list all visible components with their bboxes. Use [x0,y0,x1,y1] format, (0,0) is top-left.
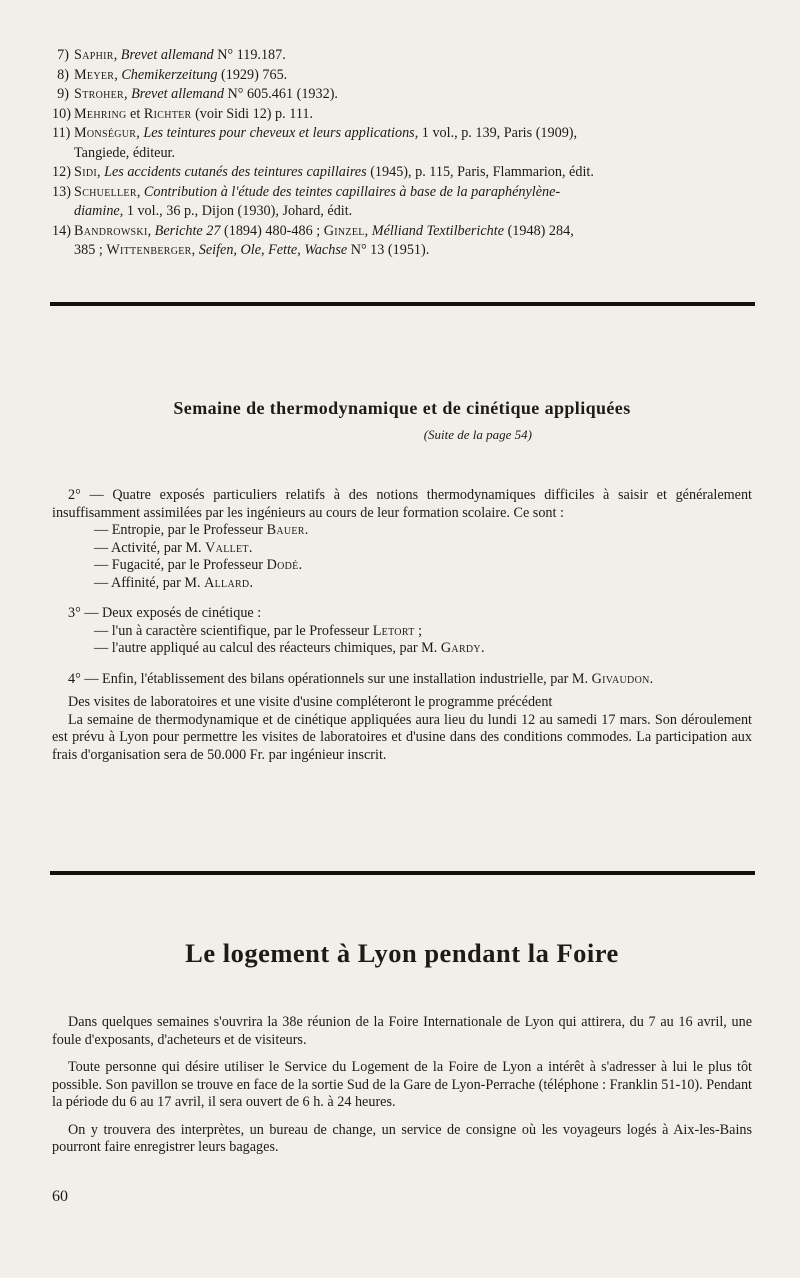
text-run: et [126,105,144,122]
text-run: — Activité, par M. [94,539,206,556]
text-run: . [304,522,309,538]
section-divider [50,302,755,306]
text-run: , [191,242,199,258]
paragraph-4 [52,671,752,689]
text-run: . [248,539,253,556]
text-run: Sidi [74,164,97,180]
text-run: — l'autre appliqué au calcul des réacteurs chimiques, par M. [94,640,441,656]
text-run: 1 vol., 36 p., Dijon (1930), Johard, édit. [123,203,353,219]
text-run: (voir Sidi 12) p. 111. [191,105,314,122]
text-run: , [124,86,132,102]
text-run: . [249,574,254,591]
reference-text [74,124,752,163]
reference-item [52,222,752,261]
text-run: Les teintures pour cheveux et leurs applications [143,125,415,141]
text-run: — l'un à caractère scientifique, par le Professeur [94,622,373,639]
section-title-thermodynamique: Semaine de thermodynamique et de cinétique appliquées [173,398,631,418]
text-run: . [649,670,654,687]
paragraph-5: Des visites de laboratoires et une visite d'usine compléteront le programme précédent [68,694,553,710]
text-run: Givaudon [591,670,650,687]
reference-number: 8) [57,66,69,83]
paragraph-6: La semaine de thermodynamique et de cinétique appliquées aura lieu du lundi 12 au samedi 17 mars. Son déroulement est prévu à Lyon pour permettre les visites de laboratoires et d'usine dans des conditions commodes. La participation aux frais d'organisation sera de 50.000 Fr. par ingénieur inscrit. [52,711,752,763]
paragraph-foire-2: Toute personne qui désire utiliser le Service du Logement de la Foire de Lyon a intérêt à s'adresser à lui le plus tôt possible. Son pavillon se trouve en face de la sortie Sud de la Gare de Lyon-Perrache (téléphone : Franklin 51-10). Pendant la période du 6 au 17 avril, il sera ouvert de 6 h. à 24 heures. [52,1059,752,1110]
text-run: Monségur [74,125,137,141]
reference-text [74,222,752,261]
text-run: diamine, [74,203,124,219]
reference-number: 13) [52,183,71,200]
text-run: Richter [143,105,192,122]
reference-number: 12) [52,164,71,180]
text-run: . [298,557,303,573]
text-run: Schueller [74,183,137,200]
text-run: (1948) 284, [504,222,574,239]
text-run: (1929) 765. [217,66,288,83]
text-run: Allard [204,574,250,591]
section-divider [50,871,755,875]
paragraph-3: 3° — Deux exposés de cinétique : [68,605,262,621]
reference-item [52,66,752,86]
reference-text [74,66,752,86]
text-run: ; [414,622,423,639]
list-item [94,540,752,558]
text-run: Chemikerzeitung [121,66,218,83]
paragraph-foire-3: On y trouvera des interprètes, un bureau de change, un service de consigne où les voyageurs logés à Aix-les-Bains pourront faire enregistrer leurs bagages. [52,1121,752,1155]
reference-number: 9) [57,86,69,102]
text-run: Brevet allemand [131,86,224,102]
text-run: (1945), p. 115, Paris, Flammarion, édit. [366,164,594,180]
reference-number: 14) [52,222,71,239]
page-number: 60 [52,1188,68,1205]
continuation-note: (Suite de la page 54) [423,427,532,442]
text-run: 4° — Enfin, l'établissement des bilans opérationnels sur une installation industrielle, par M. [68,670,592,687]
text-run: Ginzel [323,222,365,239]
text-run: Berichte 27 [154,222,221,239]
list-item [94,522,752,540]
reference-item [52,46,752,66]
text-run: , [147,222,155,239]
text-run: — Entropie, par le Professeur [94,522,267,538]
reference-text [74,85,752,105]
text-run: , [136,125,144,141]
reference-number: 7) [57,47,69,63]
text-run: 385 ; [74,242,107,258]
list-item [94,623,752,641]
text-run: Bandrowski [74,222,148,239]
text-run: . [480,640,485,656]
text-run: N° 605.461 (1932). [223,86,338,102]
reference-number: 11) [52,125,71,141]
reference-list [52,46,752,261]
text-run: Dodé [266,557,299,573]
paragraph-2: 2° — Quatre exposés particuliers relatifs à des notions thermodynamiques difficiles à saisir et généralement insuffisamment assimilées par les ingénieurs au cours de leur formation scolaire. Ce sont : [52,487,752,521]
text-run: Letort [372,622,415,639]
text-run: , 1 vol., p. 139, Paris (1909), [414,125,578,141]
text-run: , [364,222,372,239]
paragraph-foire-1: Dans quelques semaines s'ouvrira la 38e réunion de la Foire Internationale de Lyon qui attirera, du 7 au 16 avril, une foule d'exposants, d'acheteurs et de visiteurs. [52,1014,752,1048]
reference-text [74,183,752,222]
text-run: Saphir [74,47,114,63]
text-run: Vallet [205,539,249,556]
section-body-thermodynamique [52,487,752,764]
reference-number: 10) [52,105,71,122]
text-run: , [114,66,122,83]
text-run: Brevet allemand [120,47,214,63]
text-run: — Affinité, par M. [94,574,205,591]
text-run: Les accidents cutanés des teintures capillaires [104,164,367,180]
reference-continuation: Tangiede, éditeur. [74,144,176,161]
text-run: Mehring [74,105,127,122]
list-item [94,575,752,593]
text-run: Stroher [74,86,124,102]
reference-item [52,124,752,163]
text-run: Bauer [266,522,305,538]
text-run: — Fugacité, par le Professeur [94,557,267,573]
section-title-logement: Le logement à Lyon pendant la Foire [185,938,619,968]
text-run: , [136,183,144,200]
text-run: , [96,164,105,180]
text-run: Mélliand Textilberichte [371,222,505,239]
text-run: , [113,47,121,63]
reference-item [52,85,752,105]
text-run: Wittenberger [106,242,192,258]
speaker-list-2 [52,623,752,658]
section-body-logement [52,1014,752,1157]
reference-item [52,183,752,222]
text-run: Seifen, Ole, Fette, Wachse [198,242,348,258]
reference-item [52,163,752,183]
speaker-list-1 [52,522,752,592]
list-item [94,557,752,575]
text-run: Meyer [74,66,115,83]
reference-text [74,163,752,183]
text-run: Contribution à l'étude des teintes capillaires à base de la paraphénylène- [143,183,561,200]
list-item [94,640,752,658]
reference-text [74,105,752,125]
text-run: (1894) 480-486 ; [220,222,324,239]
text-run: Gardy [440,640,481,656]
reference-text [74,46,752,66]
text-run: N° 119.187. [213,47,286,63]
text-run: N° 13 (1951). [347,242,430,258]
reference-item [52,105,752,125]
